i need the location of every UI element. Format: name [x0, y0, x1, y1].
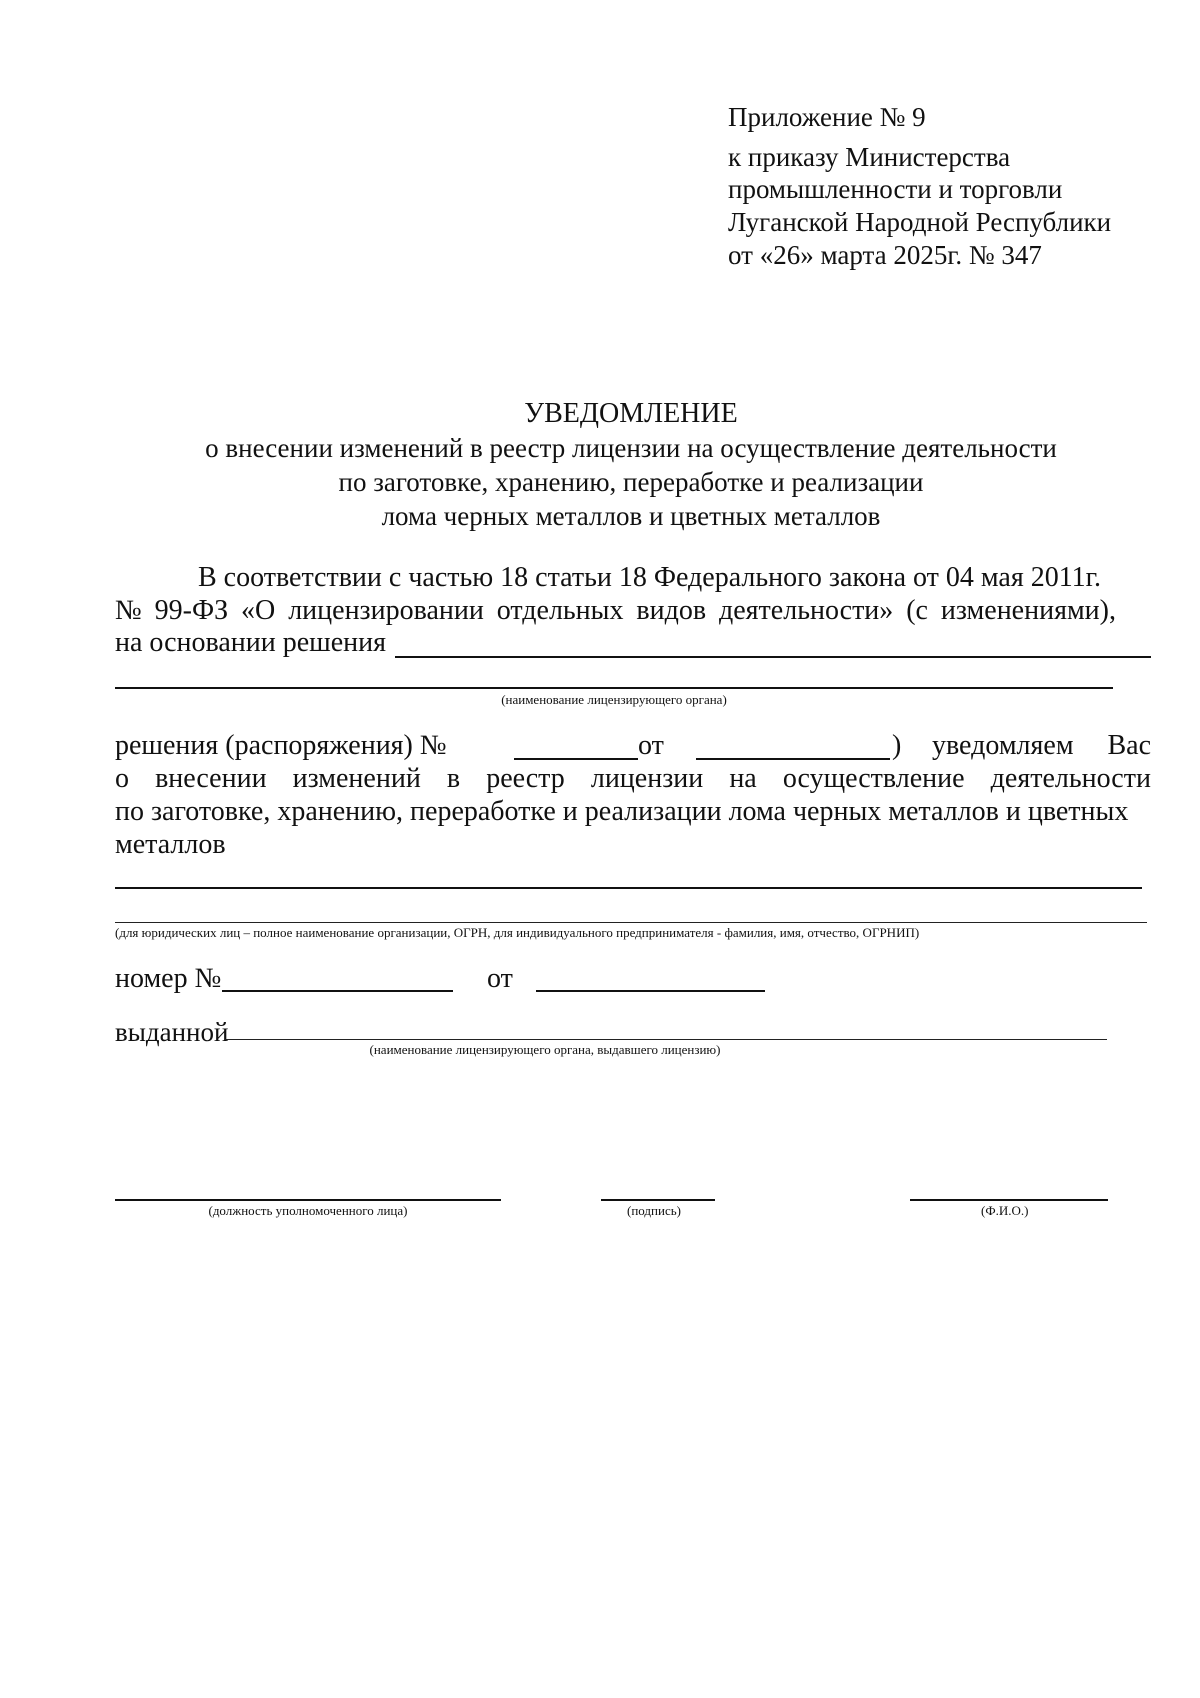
- appendix-line-3: промышленности и торговли: [728, 174, 1063, 204]
- position-field[interactable]: [115, 1199, 501, 1201]
- issued-label: выданной: [115, 1017, 229, 1047]
- basis-decision-field[interactable]: [395, 656, 1151, 658]
- para2-line-4: металлов: [115, 829, 226, 860]
- signature-caption: (подпись): [627, 1203, 681, 1218]
- word: деятельности»: [719, 595, 894, 626]
- appendix-line-5: от «26» марта 2025г. № 347: [728, 240, 1042, 270]
- word: №: [115, 595, 142, 626]
- word: отдельных: [496, 595, 624, 626]
- word: изменений: [292, 763, 421, 794]
- word: лицензировании: [288, 595, 484, 626]
- issuer-caption: (наименование лицензирующего органа, выдавшего лицензию): [369, 1042, 721, 1057]
- license-from-label: от: [487, 963, 513, 994]
- word: лицензии: [590, 763, 704, 794]
- decision-label: решения (распоряжения) №: [115, 730, 447, 761]
- para2-line-3: по заготовке, хранению, переработке и реализации лома черных металлов и цветных: [115, 796, 1129, 827]
- appendix-line-1: Приложение № 9: [728, 102, 926, 132]
- word: Вас: [1107, 730, 1151, 761]
- position-caption: (должность уполномоченного лица): [208, 1203, 408, 1218]
- full-name-field[interactable]: [910, 1199, 1108, 1201]
- decision-from-label: от: [638, 730, 664, 761]
- para1-line-2: [115, 595, 1116, 627]
- word: в: [446, 763, 461, 794]
- word: видов: [636, 595, 707, 626]
- notify-text: [932, 730, 1151, 762]
- licensing-body-field[interactable]: [115, 687, 1113, 689]
- licensing-body-caption: (наименование лицензирующего органа): [501, 692, 727, 707]
- entity-name-field-2[interactable]: [115, 922, 1147, 923]
- basis-decision-label: на основании решения: [115, 627, 387, 658]
- title-line-2: по заготовке, хранению, переработке и реализации: [338, 467, 924, 497]
- para1-line-1: В соответствии с частью 18 статьи 18 Федерального закона от 04 мая 2011г.: [198, 562, 1101, 593]
- word: о: [115, 763, 129, 794]
- entity-name-field[interactable]: [115, 887, 1142, 889]
- word: реестр: [486, 763, 565, 794]
- license-number-field[interactable]: [222, 990, 453, 992]
- word: изменениями),: [940, 595, 1116, 626]
- title-line-3: лома черных металлов и цветных металлов: [381, 501, 881, 531]
- appendix-line-2: к приказу Министерства: [728, 142, 1011, 172]
- word: осуществление: [782, 763, 965, 794]
- license-number-label: номер №: [115, 963, 222, 994]
- full-name-caption: (Ф.И.О.): [981, 1203, 1029, 1218]
- entity-caption: (для юридических лиц – полное наименование организации, ОГРН, для индивидуального предпринимателя - фамилия, имя, отчество, ОГРНИП): [115, 925, 920, 940]
- word: внесении: [155, 763, 267, 794]
- para2-line-2: [115, 763, 1151, 795]
- word: на: [729, 763, 757, 794]
- decision-close-paren: ): [892, 730, 902, 761]
- title-heading: УВЕДОМЛЕНИЕ: [524, 398, 738, 429]
- decision-date-field[interactable]: [696, 758, 890, 760]
- word: уведомляем: [932, 730, 1074, 761]
- word: деятельности: [990, 763, 1151, 794]
- signature-field[interactable]: [601, 1199, 715, 1201]
- word: (с: [906, 595, 928, 626]
- appendix-line-4: Луганской Народной Республики: [728, 207, 1112, 237]
- word: 99-ФЗ: [154, 595, 229, 626]
- issuer-field[interactable]: [225, 1039, 1107, 1040]
- license-date-field[interactable]: [536, 990, 765, 992]
- decision-number-field[interactable]: [514, 758, 638, 760]
- title-line-1: о внесении изменений в реестр лицензии на осуществление деятельности: [205, 433, 1057, 463]
- word: «О: [241, 595, 276, 626]
